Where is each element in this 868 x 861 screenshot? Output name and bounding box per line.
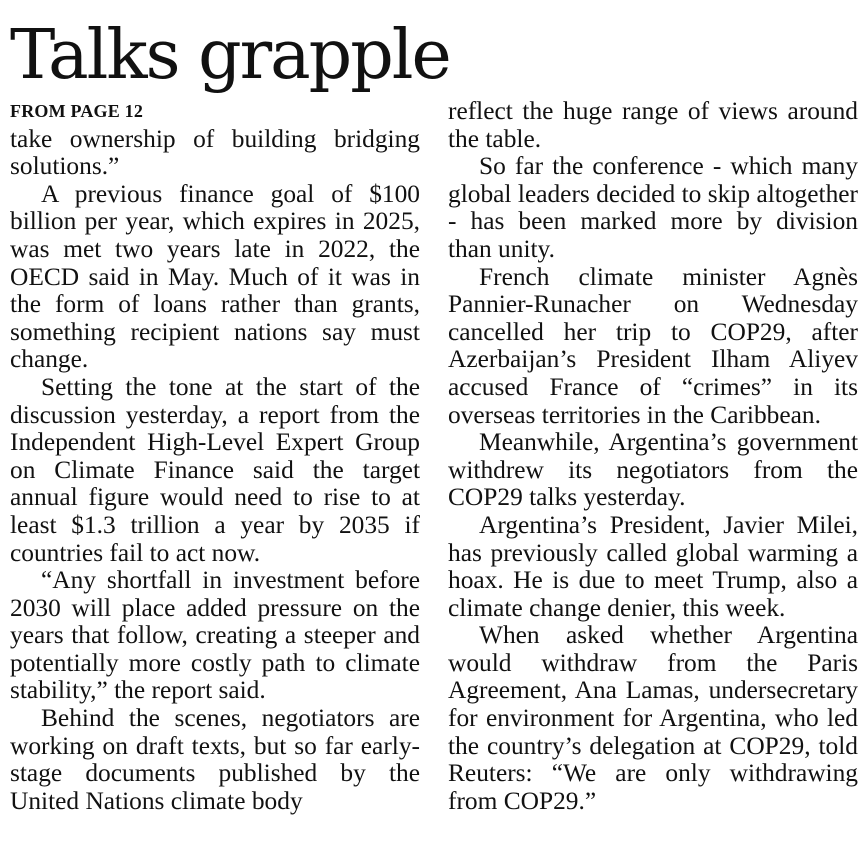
paragraph: reflect the huge range of views around the table. (448, 97, 858, 153)
paragraph: “Any shortfall in investment before 2030 will place added pressure on the years that follow, creating a steeper and potentially more costly path to climate stability,” the report said. (10, 566, 420, 705)
paragraph: Meanwhile, Argentina’s government withdrew its negotiators from the COP29 talks yesterday. (448, 428, 858, 512)
paragraph: take ownership of building bridging solutions.” (10, 124, 420, 181)
paragraph: Behind the scenes, negotiators are working on draft texts, but so far early-stage documents published by the United Nations climate body (10, 704, 420, 815)
paragraph: Setting the tone at the start of the discussion yesterday, a report from the Independent High-Level Expert Group on Climate Finance said the target annual figure would need to rise to at least $1.3 trillion a year by 2035 if countries fail to act now. (10, 372, 420, 567)
paragraph: French climate minister Agnès Pannier-Runacher on Wednesday cancelled her trip to COP29, after Azerbaijan’s President Ilham Aliyev accused France of “crimes” in its overseas territories in the Caribbean. (448, 262, 858, 429)
headline: Talks grapple (10, 16, 450, 95)
article-column-right (448, 98, 858, 815)
paragraph: Argentina’s President, Javier Milei, has previously called global warming a hoax. He is due to meet Trump, also a climate change denier, this week. (448, 510, 858, 622)
paragraph: A previous finance goal of $100 billion per year, which expires in 2025, was met two years late in 2022, the OECD said in May. Much of it was in the form of loans rather than grants, something recipient nations say must change. (10, 179, 420, 374)
continuation-kicker: FROM PAGE 12 (10, 101, 144, 121)
article-column-left (10, 98, 420, 815)
paragraph: When asked whether Argentina would withdraw from the Paris Agreement, Ana Lamas, undersecretary for environment for Argentina, who led the country’s delegation at COP29, told Reuters: “We are only withdrawing from COP29.” (448, 621, 858, 815)
paragraph: So far the conference - which many global leaders decided to skip altogether - has been marked more by division than unity. (448, 152, 858, 263)
